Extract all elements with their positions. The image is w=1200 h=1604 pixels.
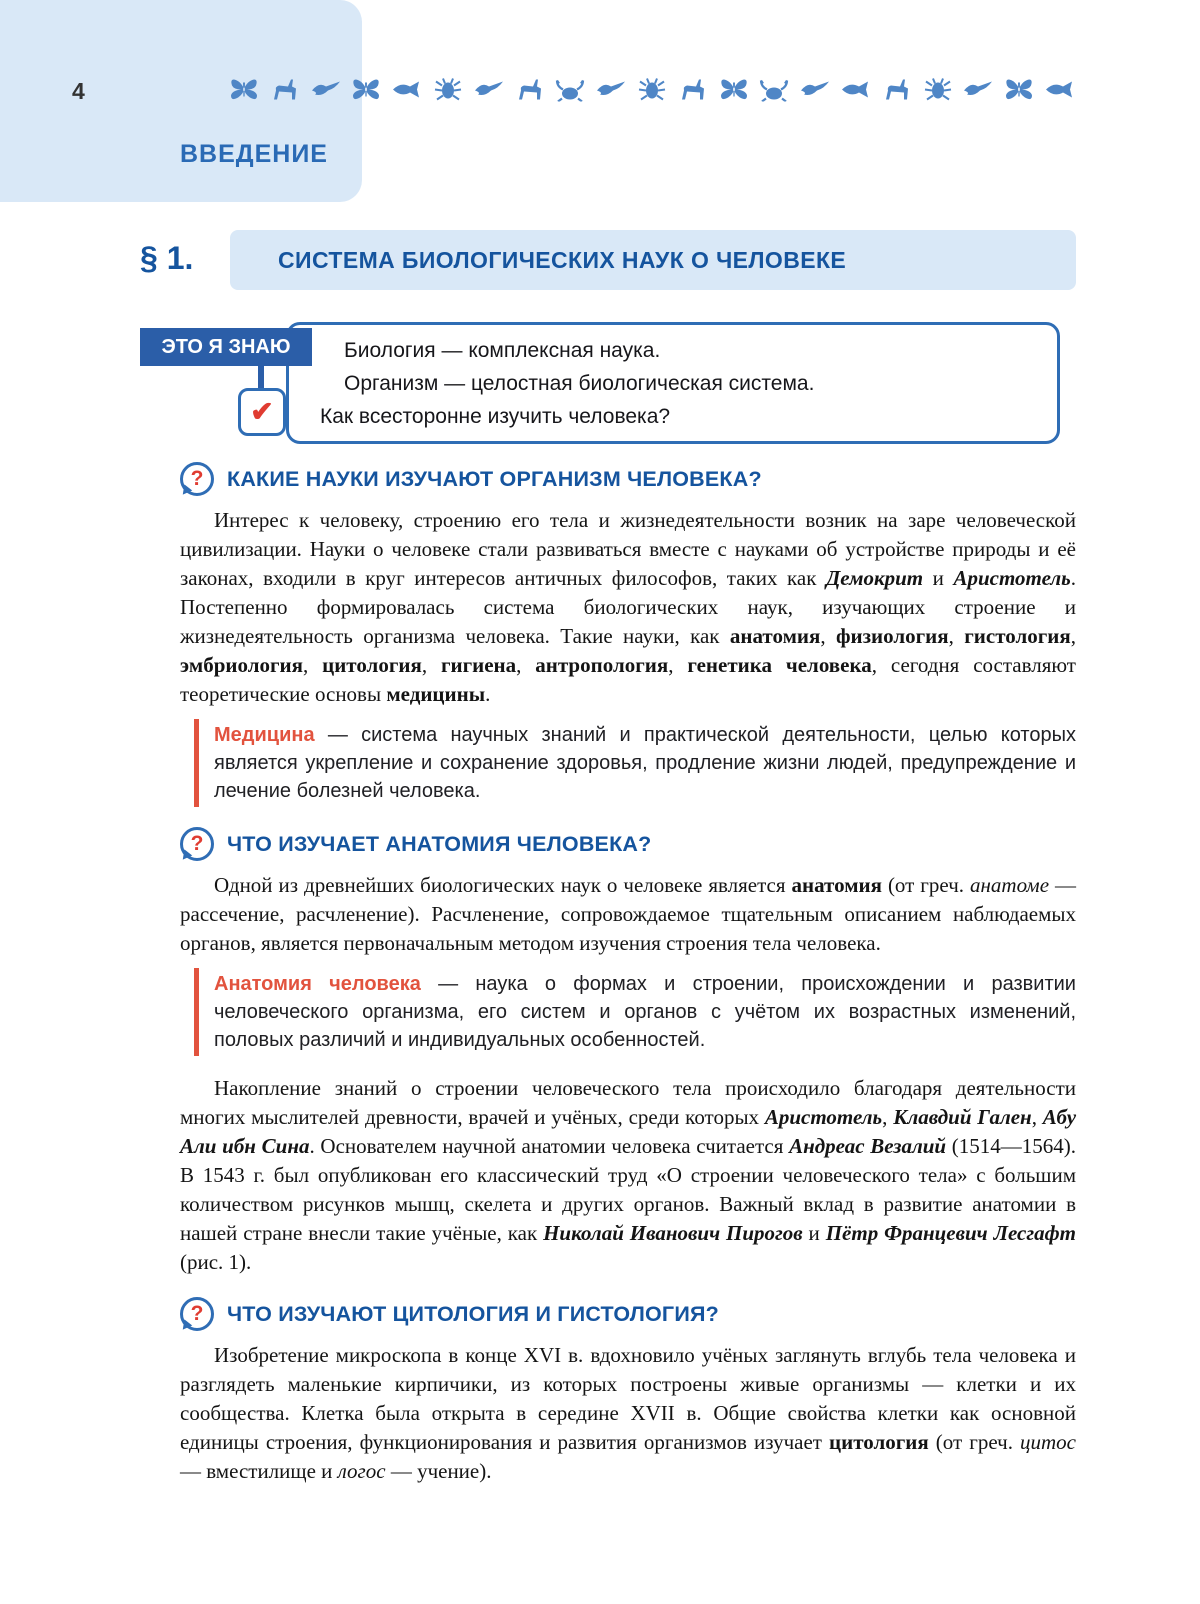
question-bubble-icon — [180, 462, 214, 496]
question-heading — [180, 1297, 1076, 1331]
check-icon — [238, 388, 286, 436]
section-title-bar — [230, 230, 1076, 290]
deer-icon — [881, 77, 913, 102]
question-bubble-icon — [180, 1297, 214, 1331]
question-title: ЧТО ИЗУЧАЮТ ЦИТОЛОГИЯ И ГИСТОЛОГИЯ? — [227, 1301, 719, 1326]
bird-icon — [473, 77, 505, 102]
crab-icon — [758, 77, 790, 102]
butterfly-icon — [718, 77, 750, 102]
know-line: Организм — целостная биологическая система. — [344, 372, 815, 395]
section-cytology-histology — [180, 1297, 1076, 1486]
animal-frieze — [228, 74, 1076, 104]
fish-icon — [391, 77, 423, 102]
bird-icon — [595, 77, 627, 102]
deer-icon — [269, 77, 301, 102]
running-head: ВВЕДЕНИЕ — [180, 140, 328, 168]
question-mark: ? — [190, 1302, 204, 1325]
check-mark: ✔ — [250, 396, 274, 427]
crab-icon — [554, 77, 586, 102]
butterfly-icon — [350, 77, 382, 102]
paragraph: Изобретение микроскопа в конце XVI в. вдохновило учёных заглянуть вглубь тела человека и разглядеть маленькие кирпичики, из которых построены живые организмы — клетки и их сообщества. Клетка была открыта в середине XVII в. Общие свойства клетки как основной единицы строения, функционирования и развития организмов изучает цитология (от греч. цитос — вместилище и логос — учение). — [180, 1343, 1076, 1483]
paragraph-sign: § 1. — [140, 240, 194, 276]
definition-text: Анатомия человека — наука о формах и строении, происхождении и развитии человеческого организма, его систем и органов с учётом их возрастных изменений, половых различий и индивидуальных особенностей. — [214, 973, 1076, 1051]
section-anatomy — [180, 827, 1076, 1277]
bird-icon — [962, 77, 994, 102]
definition-box — [194, 968, 1076, 1056]
page-number: 4 — [72, 78, 85, 104]
section-biological-sciences — [180, 462, 1076, 807]
question-mark: ? — [190, 467, 204, 490]
definition-box — [194, 719, 1076, 807]
know-line: Как всесторонне изучить человека? — [320, 405, 671, 428]
deer-icon — [514, 77, 546, 102]
paragraph: Накопление знаний о строении человеческого тела происходило благодаря деятельности многих мыслителей древности, врачей и учёных, среди которых Аристотель, Клавдий Гален, Абу Али ибн Сина. Основателем научной анатомии человека считается Андреас Везалий (1514—1564). В 1543 г. был опубликован его классический труд «О строении человеческого тела» с большим количеством рисунков мышц, скелета и других органов. Важный вклад в развитие анатомии в нашей стране внесли такие учёные, как Николай Иванович Пирогов и Пётр Францевич Лесгафт (рис. 1). — [180, 1076, 1077, 1274]
know-box-lines — [300, 334, 1042, 433]
question-heading — [180, 462, 1076, 496]
question-title: ЧТО ИЗУЧАЕТ АНАТОМИЯ ЧЕЛОВЕКА? — [227, 831, 652, 856]
bird-icon — [310, 77, 342, 102]
definition-text: Медицина — система научных знаний и практической деятельности, целью которых является укрепление и сохранение здоровья, продление жизни людей, предупреждение и лечение болезней человека. — [214, 724, 1076, 802]
fish-icon — [840, 77, 872, 102]
paragraph: Интерес к человеку, строению его тела и жизнедеятельности возник на заре человеческой цивилизации. Науки о человеке стали развиваться вместе с науками об устройстве природы и её законах, входили в круг интересов античных философов, таких как Демокрит и Аристотель. Постепенно формировалась система биологических наук, изучающих строение и жизнедеятельность организма человека. Такие науки, как анатомия, физиология, гистология, эмбриология, цитология, гигиена, антропология, генетика человека, сегодня составляют теоретические основы медицины. — [180, 508, 1077, 706]
fish-icon — [1044, 77, 1076, 102]
paragraph: Одной из древнейших биологических наук о человеке является анатомия (от греч. анатоме — рассечение, расчленение). Расчленение, сопровождаемое тщательным описанием наблюдаемых органов, является первоначальным методом изучения строения тела человека. — [180, 873, 1077, 955]
beetle-icon — [432, 77, 464, 102]
content-column — [180, 462, 1076, 1494]
know-box-label: ЭТО Я ЗНАЮ — [140, 328, 312, 366]
question-title: КАКИЕ НАУКИ ИЗУЧАЮТ ОРГАНИЗМ ЧЕЛОВЕКА? — [227, 466, 762, 491]
section-title: СИСТЕМА БИОЛОГИЧЕСКИХ НАУК О ЧЕЛОВЕКЕ — [278, 246, 847, 273]
butterfly-icon — [1003, 77, 1035, 102]
butterfly-icon — [228, 77, 260, 102]
beetle-icon — [636, 77, 668, 102]
beetle-icon — [922, 77, 954, 102]
know-line: Биология — комплексная наука. — [344, 339, 661, 362]
question-mark: ? — [190, 832, 204, 855]
deer-icon — [677, 77, 709, 102]
question-bubble-icon — [180, 827, 214, 861]
bird-icon — [799, 77, 831, 102]
question-heading — [180, 827, 1076, 861]
